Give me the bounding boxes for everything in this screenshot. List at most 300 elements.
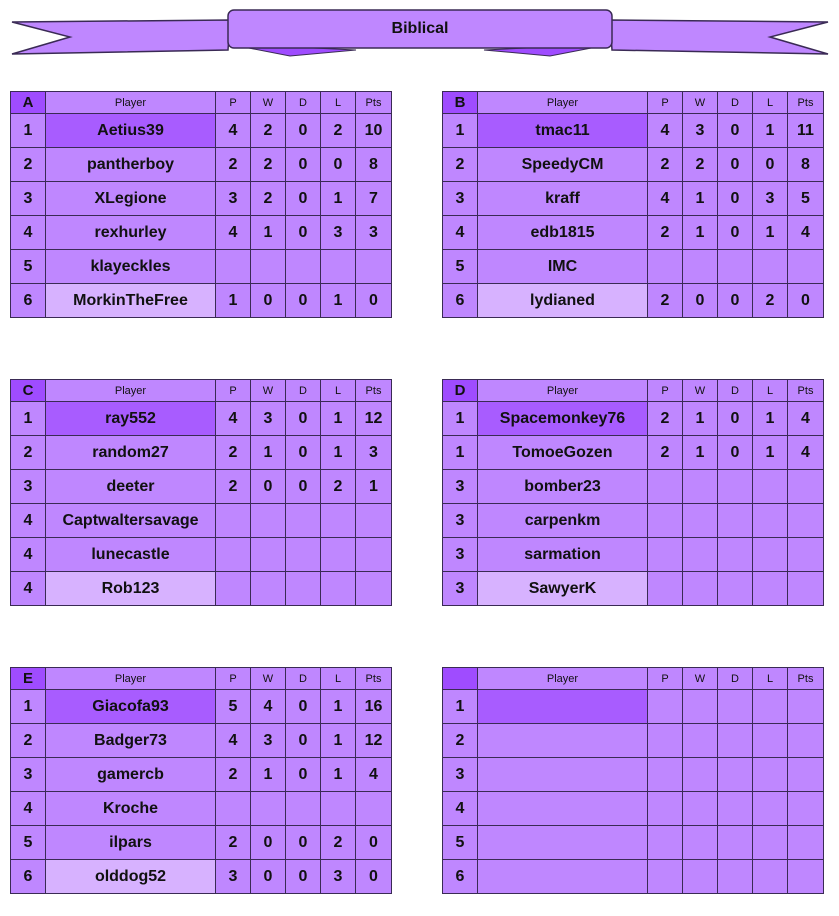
l-header: L bbox=[753, 668, 788, 690]
standings-row bbox=[443, 724, 824, 758]
player-name: deeter bbox=[46, 470, 216, 504]
standings-row bbox=[11, 284, 392, 318]
l-cell: 1 bbox=[321, 284, 356, 318]
rank-cell: 5 bbox=[443, 826, 478, 860]
standings-row bbox=[11, 402, 392, 436]
pts-header: Pts bbox=[788, 92, 824, 114]
p-cell bbox=[648, 860, 683, 894]
rank-cell: 1 bbox=[443, 436, 478, 470]
l-cell: 1 bbox=[321, 690, 356, 724]
p-cell: 4 bbox=[216, 114, 251, 148]
p-cell: 2 bbox=[216, 758, 251, 792]
rank-cell: 4 bbox=[443, 792, 478, 826]
w-cell: 1 bbox=[683, 402, 718, 436]
p-header: P bbox=[648, 92, 683, 114]
w-cell: 2 bbox=[251, 114, 286, 148]
player-name: Captwaltersavage bbox=[46, 504, 216, 538]
rank-cell: 5 bbox=[443, 250, 478, 284]
header-row bbox=[443, 380, 824, 402]
standings-row bbox=[443, 470, 824, 504]
rank-cell: 1 bbox=[11, 402, 46, 436]
player-name bbox=[478, 792, 648, 826]
d-cell: 0 bbox=[286, 860, 321, 894]
l-cell bbox=[753, 860, 788, 894]
pts-cell: 12 bbox=[356, 402, 392, 436]
standings-row bbox=[11, 182, 392, 216]
p-cell bbox=[648, 250, 683, 284]
player-name: sarmation bbox=[478, 538, 648, 572]
d-header: D bbox=[718, 92, 753, 114]
standings-row bbox=[11, 690, 392, 724]
standings-row bbox=[443, 182, 824, 216]
w-cell bbox=[683, 792, 718, 826]
player-name: ilpars bbox=[46, 826, 216, 860]
player-name: MorkinTheFree bbox=[46, 284, 216, 318]
l-cell bbox=[753, 250, 788, 284]
standings-row bbox=[443, 826, 824, 860]
p-cell: 2 bbox=[648, 216, 683, 250]
w-cell bbox=[683, 470, 718, 504]
group-d-table bbox=[442, 379, 824, 606]
group-b-table bbox=[442, 91, 824, 318]
standings-row bbox=[443, 538, 824, 572]
l-cell: 1 bbox=[753, 436, 788, 470]
banner-title: Biblical bbox=[391, 20, 449, 37]
w-cell bbox=[683, 504, 718, 538]
pts-cell: 0 bbox=[356, 284, 392, 318]
pts-cell: 5 bbox=[788, 182, 824, 216]
rank-cell: 2 bbox=[11, 724, 46, 758]
d-cell: 0 bbox=[718, 436, 753, 470]
player-name: TomoeGozen bbox=[478, 436, 648, 470]
pts-cell bbox=[788, 724, 824, 758]
player-name: ray552 bbox=[46, 402, 216, 436]
title-banner bbox=[0, 0, 839, 60]
l-header: L bbox=[321, 380, 356, 402]
d-header: D bbox=[718, 668, 753, 690]
pts-cell bbox=[356, 792, 392, 826]
rank-cell: 3 bbox=[443, 758, 478, 792]
p-cell: 5 bbox=[216, 690, 251, 724]
pts-cell bbox=[788, 860, 824, 894]
player-name: edb1815 bbox=[478, 216, 648, 250]
player-name: olddog52 bbox=[46, 860, 216, 894]
pts-cell: 8 bbox=[356, 148, 392, 182]
rank-cell: 3 bbox=[11, 758, 46, 792]
rank-cell: 2 bbox=[11, 436, 46, 470]
w-cell: 1 bbox=[683, 436, 718, 470]
p-cell: 2 bbox=[216, 148, 251, 182]
w-cell: 1 bbox=[683, 182, 718, 216]
rank-cell: 1 bbox=[11, 114, 46, 148]
player-name: Aetius39 bbox=[46, 114, 216, 148]
l-cell: 2 bbox=[321, 470, 356, 504]
l-cell bbox=[753, 470, 788, 504]
d-cell: 0 bbox=[718, 216, 753, 250]
player-header: Player bbox=[478, 380, 648, 402]
p-cell: 2 bbox=[216, 436, 251, 470]
pts-cell: 3 bbox=[356, 216, 392, 250]
w-cell bbox=[251, 504, 286, 538]
player-name: Spacemonkey76 bbox=[478, 402, 648, 436]
w-cell bbox=[251, 572, 286, 606]
d-cell bbox=[286, 538, 321, 572]
header-row bbox=[11, 668, 392, 690]
standings-row bbox=[11, 470, 392, 504]
standings-row bbox=[11, 148, 392, 182]
player-name: Giacofa93 bbox=[46, 690, 216, 724]
w-cell bbox=[251, 538, 286, 572]
pts-cell: 12 bbox=[356, 724, 392, 758]
d-cell: 0 bbox=[286, 690, 321, 724]
w-cell bbox=[683, 826, 718, 860]
w-cell bbox=[683, 758, 718, 792]
d-cell: 0 bbox=[286, 436, 321, 470]
p-cell bbox=[648, 572, 683, 606]
rank-cell: 4 bbox=[11, 216, 46, 250]
group-letter: C bbox=[11, 380, 46, 402]
group-letter bbox=[443, 668, 478, 690]
w-cell: 4 bbox=[251, 690, 286, 724]
p-header: P bbox=[216, 380, 251, 402]
d-cell: 0 bbox=[286, 826, 321, 860]
player-name: SawyerK bbox=[478, 572, 648, 606]
p-cell bbox=[216, 572, 251, 606]
player-name: IMC bbox=[478, 250, 648, 284]
l-cell: 1 bbox=[321, 758, 356, 792]
d-cell bbox=[718, 758, 753, 792]
p-cell: 2 bbox=[216, 470, 251, 504]
rank-cell: 1 bbox=[443, 114, 478, 148]
d-cell bbox=[718, 826, 753, 860]
pts-cell: 4 bbox=[788, 436, 824, 470]
l-header: L bbox=[753, 380, 788, 402]
l-cell: 0 bbox=[321, 148, 356, 182]
rank-cell: 3 bbox=[11, 182, 46, 216]
p-cell: 4 bbox=[648, 182, 683, 216]
player-header: Player bbox=[46, 668, 216, 690]
p-cell: 3 bbox=[216, 182, 251, 216]
standings-row bbox=[11, 216, 392, 250]
player-name: Badger73 bbox=[46, 724, 216, 758]
l-cell: 0 bbox=[753, 148, 788, 182]
rank-cell: 5 bbox=[11, 826, 46, 860]
p-cell bbox=[648, 470, 683, 504]
standings-row bbox=[11, 792, 392, 826]
pts-header: Pts bbox=[788, 668, 824, 690]
d-cell: 0 bbox=[286, 284, 321, 318]
l-cell: 1 bbox=[321, 402, 356, 436]
standings-row bbox=[443, 436, 824, 470]
l-header: L bbox=[321, 668, 356, 690]
d-cell: 0 bbox=[286, 724, 321, 758]
p-cell bbox=[216, 250, 251, 284]
p-cell: 4 bbox=[216, 216, 251, 250]
d-cell bbox=[718, 860, 753, 894]
rank-cell: 1 bbox=[443, 690, 478, 724]
standings-row bbox=[443, 690, 824, 724]
rank-cell: 6 bbox=[443, 284, 478, 318]
l-cell: 2 bbox=[753, 284, 788, 318]
standings-row bbox=[443, 148, 824, 182]
p-cell: 2 bbox=[648, 148, 683, 182]
standings-row bbox=[443, 860, 824, 894]
d-cell: 0 bbox=[718, 402, 753, 436]
p-cell: 4 bbox=[216, 402, 251, 436]
standings-row bbox=[443, 572, 824, 606]
w-cell: 1 bbox=[251, 216, 286, 250]
rank-cell: 5 bbox=[11, 250, 46, 284]
d-header: D bbox=[286, 668, 321, 690]
l-cell bbox=[321, 792, 356, 826]
player-name: bomber23 bbox=[478, 470, 648, 504]
w-cell bbox=[251, 792, 286, 826]
l-header: L bbox=[321, 92, 356, 114]
standings-row bbox=[443, 504, 824, 538]
p-cell bbox=[216, 792, 251, 826]
w-header: W bbox=[683, 668, 718, 690]
player-name: kraff bbox=[478, 182, 648, 216]
standings-row bbox=[11, 538, 392, 572]
w-header: W bbox=[251, 380, 286, 402]
player-name: pantherboy bbox=[46, 148, 216, 182]
rank-cell: 1 bbox=[11, 690, 46, 724]
l-cell bbox=[321, 250, 356, 284]
w-cell: 2 bbox=[683, 148, 718, 182]
d-cell bbox=[718, 504, 753, 538]
pts-cell: 0 bbox=[788, 284, 824, 318]
pts-header: Pts bbox=[356, 380, 392, 402]
pts-cell: 8 bbox=[788, 148, 824, 182]
w-cell: 1 bbox=[251, 436, 286, 470]
player-name bbox=[478, 758, 648, 792]
d-cell: 0 bbox=[286, 114, 321, 148]
header-row bbox=[443, 92, 824, 114]
pts-cell: 16 bbox=[356, 690, 392, 724]
p-cell bbox=[648, 758, 683, 792]
player-name: klayeckles bbox=[46, 250, 216, 284]
player-header: Player bbox=[46, 380, 216, 402]
player-name: carpenkm bbox=[478, 504, 648, 538]
d-cell: 0 bbox=[286, 148, 321, 182]
header-row bbox=[11, 92, 392, 114]
l-header: L bbox=[753, 92, 788, 114]
p-cell: 2 bbox=[648, 436, 683, 470]
pts-header: Pts bbox=[356, 668, 392, 690]
player-header: Player bbox=[46, 92, 216, 114]
p-cell: 2 bbox=[648, 284, 683, 318]
d-cell: 0 bbox=[718, 148, 753, 182]
pts-cell bbox=[788, 470, 824, 504]
group-letter: B bbox=[443, 92, 478, 114]
pts-cell: 4 bbox=[788, 402, 824, 436]
pts-cell bbox=[788, 758, 824, 792]
group-empty-table bbox=[442, 667, 824, 894]
l-cell: 1 bbox=[753, 216, 788, 250]
player-name: Kroche bbox=[46, 792, 216, 826]
l-cell bbox=[753, 826, 788, 860]
l-cell: 1 bbox=[321, 436, 356, 470]
d-cell bbox=[286, 572, 321, 606]
standings-row bbox=[11, 572, 392, 606]
d-cell bbox=[286, 504, 321, 538]
standings-row bbox=[11, 504, 392, 538]
rank-cell: 4 bbox=[11, 792, 46, 826]
d-cell: 0 bbox=[286, 216, 321, 250]
player-header: Player bbox=[478, 668, 648, 690]
pts-cell bbox=[356, 504, 392, 538]
l-cell: 2 bbox=[321, 114, 356, 148]
pts-cell: 4 bbox=[356, 758, 392, 792]
p-cell: 2 bbox=[648, 402, 683, 436]
p-header: P bbox=[648, 380, 683, 402]
standings-row bbox=[443, 792, 824, 826]
d-cell: 0 bbox=[718, 182, 753, 216]
player-header: Player bbox=[478, 92, 648, 114]
player-name bbox=[478, 690, 648, 724]
w-cell bbox=[251, 250, 286, 284]
l-cell bbox=[753, 572, 788, 606]
d-cell: 0 bbox=[286, 402, 321, 436]
rank-cell: 4 bbox=[11, 504, 46, 538]
standings-row bbox=[11, 724, 392, 758]
p-header: P bbox=[216, 92, 251, 114]
p-cell bbox=[648, 690, 683, 724]
standings-row bbox=[11, 114, 392, 148]
player-name: random27 bbox=[46, 436, 216, 470]
w-cell: 1 bbox=[251, 758, 286, 792]
p-cell bbox=[648, 826, 683, 860]
w-header: W bbox=[251, 92, 286, 114]
w-cell: 2 bbox=[251, 148, 286, 182]
pts-cell bbox=[356, 250, 392, 284]
pts-cell bbox=[788, 572, 824, 606]
p-cell bbox=[648, 538, 683, 572]
d-cell bbox=[286, 250, 321, 284]
header-row bbox=[443, 668, 824, 690]
l-cell bbox=[753, 758, 788, 792]
w-header: W bbox=[683, 92, 718, 114]
standings-row bbox=[11, 436, 392, 470]
player-name: lunecastle bbox=[46, 538, 216, 572]
w-cell bbox=[683, 572, 718, 606]
w-cell bbox=[683, 690, 718, 724]
w-cell: 0 bbox=[251, 284, 286, 318]
group-a-table bbox=[10, 91, 392, 318]
l-cell bbox=[321, 538, 356, 572]
player-name: SpeedyCM bbox=[478, 148, 648, 182]
rank-cell: 2 bbox=[443, 148, 478, 182]
player-name: tmac11 bbox=[478, 114, 648, 148]
rank-cell: 4 bbox=[443, 216, 478, 250]
l-cell bbox=[753, 504, 788, 538]
standings-row bbox=[443, 402, 824, 436]
w-cell: 0 bbox=[683, 284, 718, 318]
pts-cell bbox=[788, 504, 824, 538]
w-cell: 3 bbox=[683, 114, 718, 148]
w-cell: 0 bbox=[251, 826, 286, 860]
pts-cell: 11 bbox=[788, 114, 824, 148]
w-cell: 0 bbox=[251, 860, 286, 894]
w-cell bbox=[683, 860, 718, 894]
l-cell bbox=[321, 572, 356, 606]
p-cell bbox=[216, 538, 251, 572]
d-header: D bbox=[286, 380, 321, 402]
group-letter: E bbox=[11, 668, 46, 690]
pts-cell bbox=[356, 538, 392, 572]
d-header: D bbox=[286, 92, 321, 114]
rank-cell: 1 bbox=[443, 402, 478, 436]
p-cell: 2 bbox=[216, 826, 251, 860]
rank-cell: 2 bbox=[11, 148, 46, 182]
player-name bbox=[478, 724, 648, 758]
d-cell bbox=[718, 470, 753, 504]
pts-cell: 3 bbox=[356, 436, 392, 470]
w-cell bbox=[683, 724, 718, 758]
d-cell: 0 bbox=[286, 470, 321, 504]
l-cell: 1 bbox=[321, 724, 356, 758]
l-cell: 3 bbox=[753, 182, 788, 216]
d-cell: 0 bbox=[718, 284, 753, 318]
w-cell: 2 bbox=[251, 182, 286, 216]
p-header: P bbox=[216, 668, 251, 690]
d-cell bbox=[718, 538, 753, 572]
p-cell: 1 bbox=[216, 284, 251, 318]
standings-row bbox=[11, 758, 392, 792]
player-name: lydianed bbox=[478, 284, 648, 318]
standings-row bbox=[443, 250, 824, 284]
l-cell: 2 bbox=[321, 826, 356, 860]
l-cell: 1 bbox=[753, 114, 788, 148]
w-cell bbox=[683, 538, 718, 572]
header-row bbox=[11, 380, 392, 402]
standings-row bbox=[443, 284, 824, 318]
rank-cell: 3 bbox=[443, 182, 478, 216]
w-header: W bbox=[683, 380, 718, 402]
pts-cell bbox=[788, 792, 824, 826]
player-name bbox=[478, 860, 648, 894]
d-cell: 0 bbox=[286, 758, 321, 792]
rank-cell: 4 bbox=[11, 538, 46, 572]
pts-cell: 0 bbox=[356, 826, 392, 860]
rank-cell: 6 bbox=[443, 860, 478, 894]
pts-header: Pts bbox=[356, 92, 392, 114]
p-cell: 4 bbox=[648, 114, 683, 148]
player-name: Rob123 bbox=[46, 572, 216, 606]
p-header: P bbox=[648, 668, 683, 690]
group-letter: A bbox=[11, 92, 46, 114]
rank-cell: 3 bbox=[443, 538, 478, 572]
l-cell: 1 bbox=[753, 402, 788, 436]
pts-cell bbox=[788, 250, 824, 284]
rank-cell: 4 bbox=[11, 572, 46, 606]
player-name bbox=[478, 826, 648, 860]
pts-cell bbox=[356, 572, 392, 606]
pts-cell bbox=[788, 690, 824, 724]
group-c-table bbox=[10, 379, 392, 606]
l-cell: 1 bbox=[321, 182, 356, 216]
p-cell: 3 bbox=[216, 860, 251, 894]
d-cell: 0 bbox=[286, 182, 321, 216]
player-name: XLegione bbox=[46, 182, 216, 216]
l-cell: 3 bbox=[321, 216, 356, 250]
player-name: rexhurley bbox=[46, 216, 216, 250]
d-cell bbox=[718, 724, 753, 758]
pts-cell bbox=[788, 826, 824, 860]
pts-cell: 4 bbox=[788, 216, 824, 250]
pts-header: Pts bbox=[788, 380, 824, 402]
rank-cell: 3 bbox=[11, 470, 46, 504]
